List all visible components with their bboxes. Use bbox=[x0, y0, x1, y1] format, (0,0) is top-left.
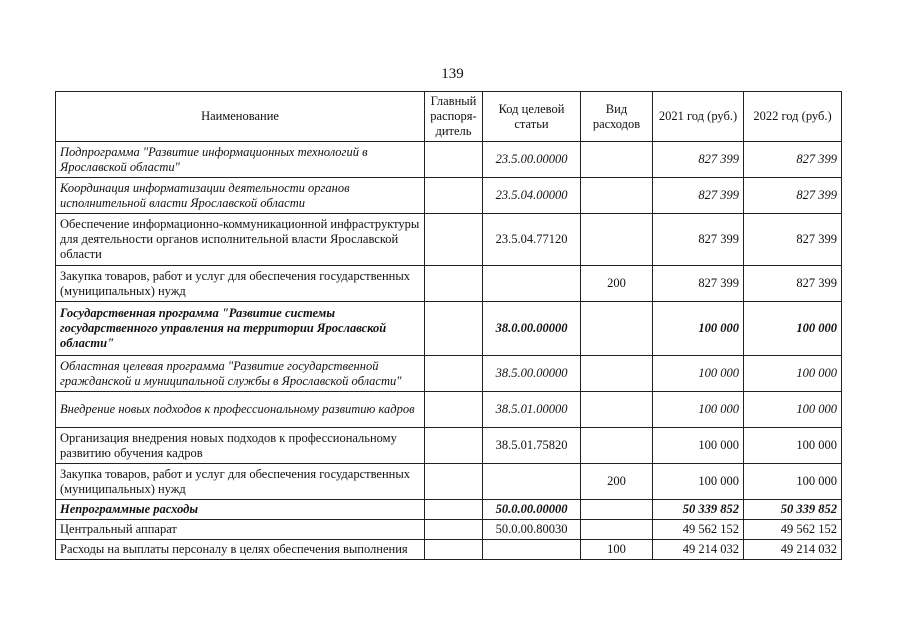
row-type: 200 bbox=[581, 464, 653, 500]
row-type bbox=[581, 520, 653, 540]
row-type: 200 bbox=[581, 266, 653, 302]
row-amount-2021: 827 399 bbox=[653, 142, 744, 178]
header-name: Наименование bbox=[56, 92, 425, 142]
row-name: Координация информатизации деятельности органов исполнительной власти Ярославской области bbox=[56, 178, 425, 214]
table-row bbox=[56, 178, 842, 214]
row-amount-2022: 827 399 bbox=[744, 178, 842, 214]
table-row bbox=[56, 142, 842, 178]
table-row bbox=[56, 302, 842, 356]
row-amount-2022: 100 000 bbox=[744, 464, 842, 500]
row-amount-2021: 827 399 bbox=[653, 266, 744, 302]
row-amount-2022: 49 562 152 bbox=[744, 520, 842, 540]
row-code bbox=[483, 464, 581, 500]
row-manager bbox=[425, 428, 483, 464]
row-manager bbox=[425, 500, 483, 520]
row-code: 23.5.04.00000 bbox=[483, 178, 581, 214]
header-2021: 2021 год (руб.) bbox=[653, 92, 744, 142]
row-name: Внедрение новых подходов к профессиональному развитию кадров bbox=[56, 392, 425, 428]
row-name: Организация внедрения новых подходов к профессиональному развитию обучения кадров bbox=[56, 428, 425, 464]
row-name: Подпрограмма "Развитие информационных технологий в Ярославской области" bbox=[56, 142, 425, 178]
row-type bbox=[581, 142, 653, 178]
row-amount-2022: 827 399 bbox=[744, 266, 842, 302]
row-amount-2022: 100 000 bbox=[744, 392, 842, 428]
table-row bbox=[56, 392, 842, 428]
row-amount-2021: 100 000 bbox=[653, 302, 744, 356]
row-amount-2021: 100 000 bbox=[653, 428, 744, 464]
row-type: 100 bbox=[581, 540, 653, 560]
table-row bbox=[56, 356, 842, 392]
row-amount-2021: 49 214 032 bbox=[653, 540, 744, 560]
row-name: Закупка товаров, работ и услуг для обеспечения государственных (муниципальных) нужд bbox=[56, 464, 425, 500]
row-code: 38.5.00.00000 bbox=[483, 356, 581, 392]
row-manager bbox=[425, 178, 483, 214]
table-header bbox=[56, 92, 842, 142]
table-body bbox=[56, 142, 842, 560]
row-name: Обеспечение информационно-коммуникационной инфраструктуры для деятельности органов исполнительной власти Ярославской области bbox=[56, 214, 425, 266]
row-amount-2021: 827 399 bbox=[653, 214, 744, 266]
table-row bbox=[56, 540, 842, 560]
row-code bbox=[483, 266, 581, 302]
row-manager bbox=[425, 214, 483, 266]
row-name: Государственная программа "Развитие системы государственного управления на территории Ярославской области" bbox=[56, 302, 425, 356]
row-code: 50.0.00.00000 bbox=[483, 500, 581, 520]
row-amount-2021: 827 399 bbox=[653, 178, 744, 214]
row-amount-2021: 49 562 152 bbox=[653, 520, 744, 540]
header-manager: Главный распоря- дитель bbox=[425, 92, 483, 142]
row-amount-2021: 100 000 bbox=[653, 464, 744, 500]
header-code: Код целевой статьи bbox=[483, 92, 581, 142]
row-manager bbox=[425, 540, 483, 560]
row-name: Расходы на выплаты персоналу в целях обеспечения выполнения bbox=[56, 540, 425, 560]
table-row bbox=[56, 214, 842, 266]
row-manager bbox=[425, 356, 483, 392]
row-name: Областная целевая программа "Развитие государственной гражданской и муниципальной службы в Ярославской области" bbox=[56, 356, 425, 392]
table-row bbox=[56, 266, 842, 302]
row-amount-2021: 100 000 bbox=[653, 356, 744, 392]
row-code: 50.0.00.80030 bbox=[483, 520, 581, 540]
table-row bbox=[56, 520, 842, 540]
row-amount-2022: 100 000 bbox=[744, 302, 842, 356]
row-manager bbox=[425, 142, 483, 178]
row-type bbox=[581, 214, 653, 266]
page-number: 139 bbox=[441, 66, 464, 82]
row-type bbox=[581, 356, 653, 392]
row-code: 38.5.01.75820 bbox=[483, 428, 581, 464]
row-name: Непрограммные расходы bbox=[56, 500, 425, 520]
row-amount-2022: 49 214 032 bbox=[744, 540, 842, 560]
table-row bbox=[56, 464, 842, 500]
row-amount-2022: 827 399 bbox=[744, 142, 842, 178]
row-amount-2022: 100 000 bbox=[744, 428, 842, 464]
row-type bbox=[581, 302, 653, 356]
row-amount-2021: 100 000 bbox=[653, 392, 744, 428]
header-2022: 2022 год (руб.) bbox=[744, 92, 842, 142]
row-code bbox=[483, 540, 581, 560]
row-name: Закупка товаров, работ и услуг для обеспечения государственных (муниципальных) нужд bbox=[56, 266, 425, 302]
row-code: 38.0.00.00000 bbox=[483, 302, 581, 356]
header-type: Вид расходов bbox=[581, 92, 653, 142]
table-row bbox=[56, 500, 842, 520]
row-manager bbox=[425, 464, 483, 500]
row-type bbox=[581, 428, 653, 464]
row-code: 23.5.04.77120 bbox=[483, 214, 581, 266]
row-code: 23.5.00.00000 bbox=[483, 142, 581, 178]
row-code: 38.5.01.00000 bbox=[483, 392, 581, 428]
row-manager bbox=[425, 392, 483, 428]
row-amount-2022: 100 000 bbox=[744, 356, 842, 392]
row-amount-2022: 827 399 bbox=[744, 214, 842, 266]
row-amount-2021: 50 339 852 bbox=[653, 500, 744, 520]
row-manager bbox=[425, 266, 483, 302]
table-row bbox=[56, 428, 842, 464]
row-manager bbox=[425, 302, 483, 356]
row-amount-2022: 50 339 852 bbox=[744, 500, 842, 520]
row-type bbox=[581, 500, 653, 520]
row-manager bbox=[425, 520, 483, 540]
row-type bbox=[581, 178, 653, 214]
row-type bbox=[581, 392, 653, 428]
budget-table bbox=[55, 91, 842, 560]
row-name: Центральный аппарат bbox=[56, 520, 425, 540]
